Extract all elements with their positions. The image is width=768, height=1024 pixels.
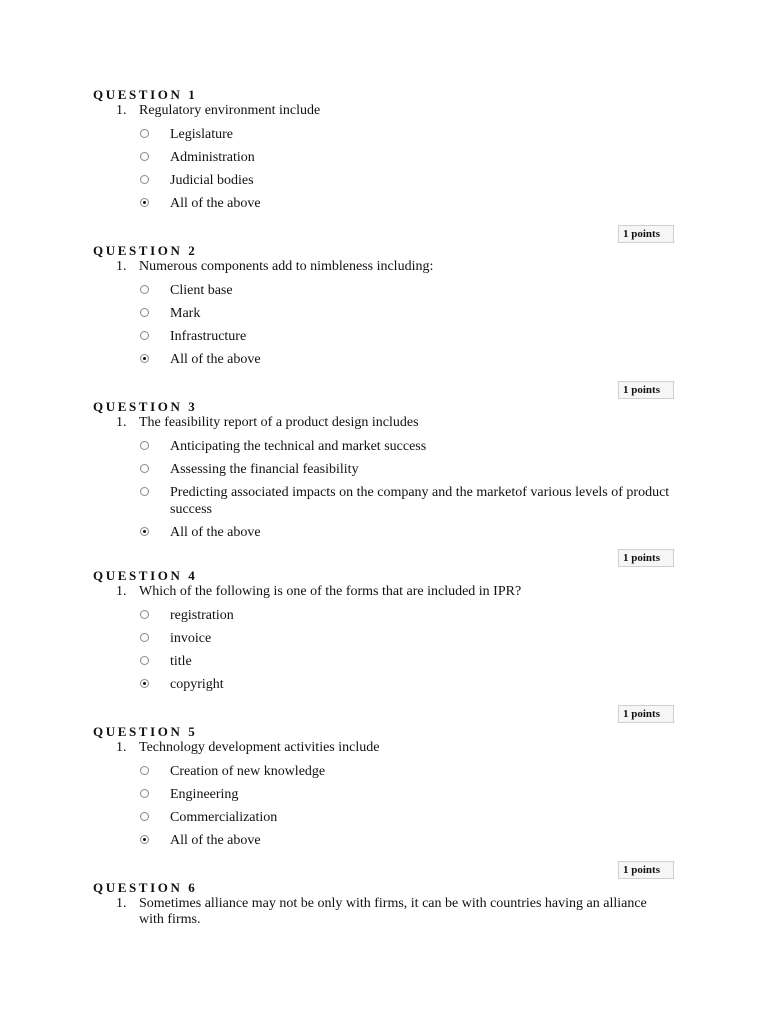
- answer-option[interactable]: [93, 809, 680, 826]
- radio-button[interactable]: [140, 331, 149, 340]
- answer-label: Engineering: [170, 787, 239, 802]
- question-number: 1.: [116, 584, 127, 599]
- radio-button[interactable]: [140, 679, 149, 688]
- radio-button[interactable]: [140, 198, 149, 207]
- radio-button[interactable]: [140, 441, 149, 450]
- answer-label: registration: [170, 608, 234, 623]
- points-badge: 1 points: [618, 381, 674, 399]
- answer-option[interactable]: [93, 484, 680, 518]
- answer-option[interactable]: [93, 524, 680, 541]
- answer-label: Legislature: [170, 127, 233, 142]
- answer-option[interactable]: [93, 351, 680, 368]
- radio-button[interactable]: [140, 464, 149, 473]
- answer-option[interactable]: [93, 282, 680, 299]
- radio-button[interactable]: [140, 354, 149, 363]
- radio-button[interactable]: [140, 285, 149, 294]
- points-badge: 1 points: [618, 705, 674, 723]
- radio-button[interactable]: [140, 152, 149, 161]
- question-5: [93, 724, 683, 855]
- question-number: 1.: [116, 740, 127, 755]
- question-prompt: [116, 259, 683, 275]
- answer-label: Administration: [170, 150, 255, 165]
- answer-label: Anticipating the technical and market success: [170, 439, 427, 454]
- question-text: Technology development activities include: [139, 740, 380, 755]
- answer-options: [93, 282, 683, 368]
- answer-options: [93, 607, 683, 693]
- question-number: 1.: [116, 896, 127, 911]
- answer-options: [93, 126, 683, 212]
- answer-option[interactable]: [93, 630, 680, 647]
- points-badge: 1 points: [618, 225, 674, 243]
- answer-option[interactable]: [93, 328, 680, 345]
- question-3: [93, 399, 683, 547]
- question-text: Sometimes alliance may not be only with firms, it can be with countries having an alliance with firms.: [139, 896, 647, 927]
- answer-option[interactable]: [93, 763, 680, 780]
- answer-option[interactable]: [93, 653, 680, 670]
- answer-option[interactable]: [93, 126, 680, 143]
- question-prompt: [116, 103, 683, 119]
- question-heading: QUESTION 2: [93, 243, 198, 258]
- question-heading: QUESTION 6: [93, 880, 198, 895]
- question-2: [93, 243, 683, 374]
- answer-label: Assessing the financial feasibility: [170, 462, 359, 477]
- radio-button[interactable]: [140, 527, 149, 536]
- radio-button[interactable]: [140, 812, 149, 821]
- answer-label: Infrastructure: [170, 329, 247, 344]
- radio-button[interactable]: [140, 610, 149, 619]
- question-prompt: [116, 415, 683, 431]
- answer-label: All of the above: [170, 833, 261, 848]
- question-text: Numerous components add to nimbleness including:: [139, 259, 434, 274]
- question-prompt: [116, 740, 683, 756]
- radio-button[interactable]: [140, 129, 149, 138]
- answer-option[interactable]: [93, 438, 680, 455]
- question-text: The feasibility report of a product design includes: [139, 415, 419, 430]
- question-1: [93, 87, 683, 218]
- question-number: 1.: [116, 415, 127, 430]
- answer-label: title: [170, 654, 192, 669]
- answer-label: invoice: [170, 631, 212, 646]
- radio-button[interactable]: [140, 633, 149, 642]
- answer-label: All of the above: [170, 352, 261, 367]
- radio-button[interactable]: [140, 487, 149, 496]
- radio-button[interactable]: [140, 835, 149, 844]
- answer-options: [93, 763, 683, 849]
- answer-option[interactable]: [93, 305, 680, 322]
- answer-option[interactable]: [93, 676, 680, 693]
- answer-label: All of the above: [170, 525, 261, 540]
- answer-option[interactable]: [93, 832, 680, 849]
- radio-button[interactable]: [140, 656, 149, 665]
- radio-button[interactable]: [140, 789, 149, 798]
- question-prompt: [116, 584, 683, 600]
- points-badge: 1 points: [618, 861, 674, 879]
- answer-label: copyright: [170, 677, 224, 692]
- answer-label: Creation of new knowledge: [170, 764, 326, 779]
- answer-option[interactable]: [93, 172, 680, 189]
- answer-label: Predicting associated impacts on the company and the marketof various levels of product success: [170, 485, 670, 517]
- answer-option[interactable]: [93, 786, 680, 803]
- points-badge: 1 points: [618, 549, 674, 567]
- answer-label: Judicial bodies: [170, 173, 254, 188]
- radio-button[interactable]: [140, 308, 149, 317]
- answer-options: [93, 438, 683, 541]
- answer-label: Mark: [170, 306, 201, 321]
- question-number: 1.: [116, 103, 127, 118]
- answer-label: Commercialization: [170, 810, 278, 825]
- answer-option[interactable]: [93, 607, 680, 624]
- question-number: 1.: [116, 259, 127, 274]
- answer-option[interactable]: [93, 149, 680, 166]
- question-heading: QUESTION 3: [93, 399, 198, 414]
- question-6: [93, 880, 683, 928]
- question-text: Which of the following is one of the forms that are included in IPR?: [139, 584, 522, 599]
- answer-option[interactable]: [93, 461, 680, 478]
- radio-button[interactable]: [140, 766, 149, 775]
- question-4: [93, 568, 683, 699]
- question-heading: QUESTION 1: [93, 87, 198, 102]
- answer-label: All of the above: [170, 196, 261, 211]
- question-heading: QUESTION 4: [93, 568, 198, 583]
- answer-option[interactable]: [93, 195, 680, 212]
- question-heading: QUESTION 5: [93, 724, 198, 739]
- radio-button[interactable]: [140, 175, 149, 184]
- question-prompt: [116, 896, 659, 928]
- answer-label: Client base: [170, 283, 233, 298]
- question-text: Regulatory environment include: [139, 103, 321, 118]
